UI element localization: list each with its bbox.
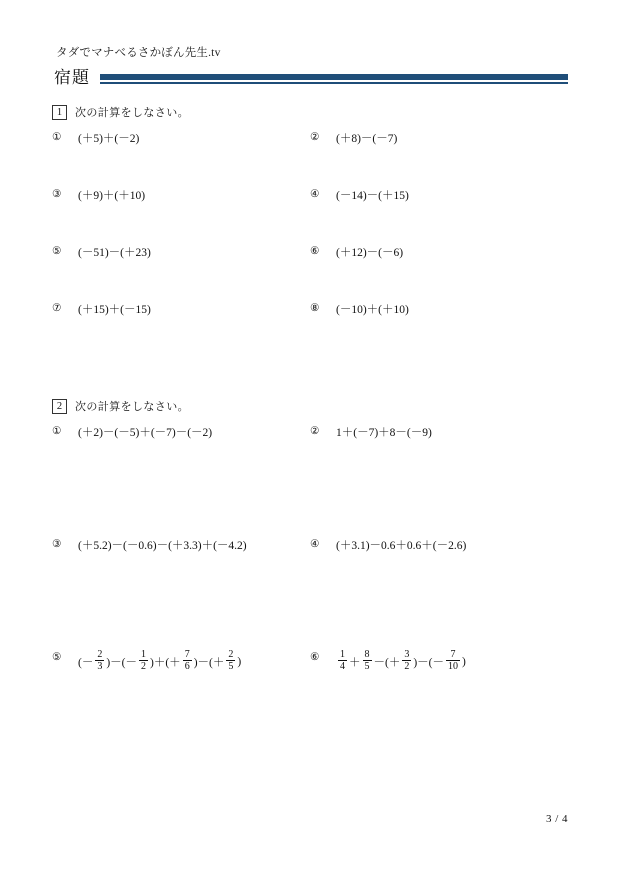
problem-expression: (＋15)＋(－15) (78, 304, 151, 316)
problem-marker: ③ (52, 539, 62, 550)
problem-marker: ③ (52, 189, 62, 200)
problem-marker: ⑦ (52, 303, 62, 314)
problem-marker: ⑤ (52, 246, 62, 257)
page-number: 3 / 4 (545, 813, 568, 825)
fraction-numerator: 8 (364, 649, 370, 660)
fraction-numerator: 1 (141, 649, 147, 660)
section-2-number: 2 (52, 399, 67, 414)
fraction (95, 649, 104, 672)
expr-text: (－ (78, 656, 94, 669)
section-1-instruction: 次の計算をしなさい。 (75, 107, 189, 119)
problem-marker: ② (310, 132, 320, 143)
section-1-number: 1 (52, 105, 67, 120)
problem-expression: (＋2)－(－5)＋(－7)－(－2) (78, 427, 213, 439)
fraction (183, 649, 192, 672)
problem-item (52, 244, 310, 301)
fraction-denominator: 3 (97, 661, 103, 672)
fraction-denominator: 5 (364, 661, 370, 672)
section-2-head (52, 398, 568, 414)
expr-text: －(＋ (373, 656, 401, 669)
problem-item (310, 301, 568, 358)
section-1-grid (52, 130, 568, 358)
section-2 (52, 398, 568, 763)
problem-marker: ④ (310, 539, 320, 550)
problem-item (52, 187, 310, 244)
fraction-numerator: 7 (184, 649, 190, 660)
problem-marker: ② (310, 426, 320, 437)
fraction (338, 649, 347, 672)
fraction (402, 649, 411, 672)
problem-marker: ① (52, 132, 62, 143)
problem-expression-fraction (336, 650, 466, 673)
problem-expression: (＋5)＋(－2) (78, 133, 140, 145)
problem-marker: ④ (310, 189, 320, 200)
fraction-numerator: 2 (97, 649, 103, 660)
fraction-numerator: 2 (228, 649, 234, 660)
problem-marker: ⑥ (310, 652, 320, 663)
fraction (139, 649, 148, 672)
expr-text: )－(－ (413, 656, 445, 669)
expr-text: )＋(＋ (150, 656, 181, 669)
problem-marker: ⑥ (310, 246, 320, 257)
problem-expression: (＋12)－(－6) (336, 247, 404, 259)
fraction (446, 649, 460, 672)
problem-expression: (－14)－(＋15) (336, 190, 409, 202)
expr-text: )－(－ (106, 656, 138, 669)
fraction-numerator: 3 (404, 649, 410, 660)
problem-item (52, 301, 310, 358)
page-title: 宿題 (54, 68, 90, 87)
fraction-denominator: 2 (404, 661, 410, 672)
problem-marker: ① (52, 426, 62, 437)
page-title-row (54, 69, 568, 86)
fraction-denominator: 6 (184, 661, 190, 672)
fraction-numerator: 1 (340, 649, 345, 660)
problem-expression: (＋8)－(－7) (336, 133, 398, 145)
problem-item (52, 424, 310, 537)
problem-item (310, 244, 568, 301)
problem-item (310, 537, 568, 650)
expr-text: ) (462, 655, 466, 668)
site-name: タダでマナべるさかぼん先生.tv (56, 47, 221, 59)
problem-item (310, 187, 568, 244)
expr-text: )－(＋ (193, 656, 225, 669)
section-1 (52, 104, 568, 358)
section-2-instruction: 次の計算をしなさい。 (75, 401, 189, 413)
section-1-head (52, 104, 568, 120)
fraction-denominator: 4 (340, 661, 345, 672)
problem-item (310, 130, 568, 187)
problem-item (310, 650, 568, 763)
problem-expression: 1＋(－7)＋8－(－9) (336, 427, 432, 439)
problem-item (52, 650, 310, 763)
fraction (363, 649, 372, 672)
problem-marker: ⑧ (310, 303, 320, 314)
fraction-numerator: 7 (450, 649, 456, 660)
section-2-grid (52, 424, 568, 763)
problem-item (52, 537, 310, 650)
fraction-denominator: 2 (141, 661, 147, 672)
problem-item (310, 424, 568, 537)
section-spacer (52, 358, 568, 394)
fraction (226, 649, 235, 672)
problem-expression: (＋5.2)－(－0.6)－(＋3.3)＋(－4.2) (78, 540, 247, 552)
problem-item (52, 130, 310, 187)
problem-expression: (－10)＋(＋10) (336, 304, 409, 316)
problem-expression-fraction (78, 650, 241, 673)
title-rule-thin (100, 82, 568, 84)
problem-expression: (＋3.1)－0.6＋0.6＋(－2.6) (336, 540, 467, 552)
fraction-denominator: 10 (448, 661, 459, 672)
expr-text: ＋ (349, 656, 361, 669)
expr-text: ) (237, 655, 242, 668)
problem-expression: (＋9)＋(＋10) (78, 190, 146, 202)
title-rule (100, 74, 568, 84)
problem-expression: (－51)－(＋23) (78, 247, 151, 259)
fraction-denominator: 5 (228, 661, 234, 672)
problem-marker: ⑤ (52, 652, 62, 663)
